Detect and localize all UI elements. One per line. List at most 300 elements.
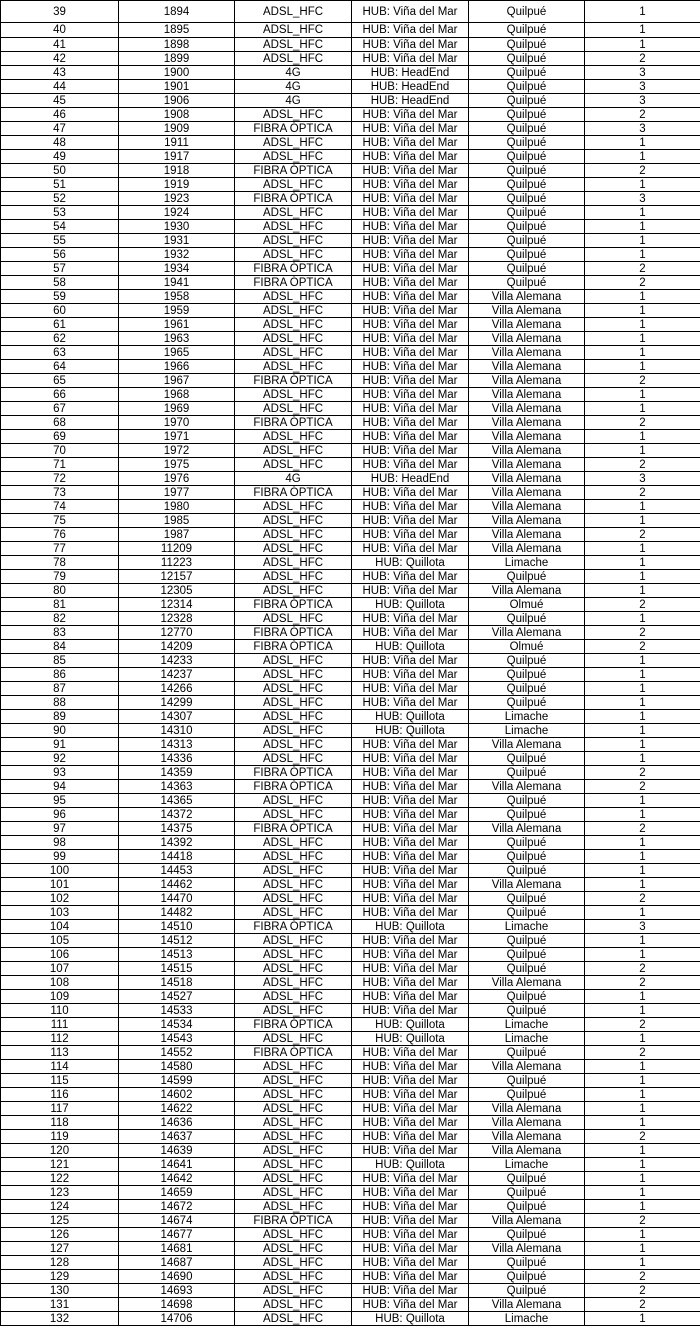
id-cell: 11209 [119,542,235,556]
hub-cell: HUB: Viña del Mar [352,976,469,990]
row-number-cell: 83 [1,626,119,640]
commune-cell: Quilpué [469,150,585,164]
technology-cell: ADSL_HFC [235,808,352,822]
hub-cell: HUB: HeadEnd [352,472,469,486]
technology-cell: ADSL_HFC [235,1144,352,1158]
id-cell: 1932 [119,248,235,262]
commune-cell: Quilpué [469,864,585,878]
row-number-cell: 110 [1,1004,119,1018]
commune-cell: Villa Alemana [469,1214,585,1228]
commune-cell: Quilpué [469,276,585,290]
technology-cell: ADSL_HFC [235,1130,352,1144]
technology-cell: FIBRA ÓPTICA [235,486,352,500]
table-row [1,1186,700,1200]
technology-cell: ADSL_HFC [235,752,352,766]
hub-cell: HUB: Viña del Mar [352,1004,469,1018]
technology-cell: ADSL_HFC [235,1228,352,1242]
quantity-cell: 1 [585,1,700,23]
technology-cell: ADSL_HFC [235,52,352,66]
technology-cell: FIBRA ÓPTICA [235,1046,352,1060]
quantity-cell: 1 [585,948,700,962]
table-row [1,178,700,192]
id-cell: 14510 [119,920,235,934]
commune-cell: Villa Alemana [469,976,585,990]
commune-cell: Quilpué [469,192,585,206]
table-row [1,1102,700,1116]
quantity-cell: 2 [585,1284,700,1298]
technology-cell: ADSL_HFC [235,528,352,542]
quantity-cell: 2 [585,780,700,794]
row-number-cell: 52 [1,192,119,206]
hub-cell: HUB: Viña del Mar [352,262,469,276]
technology-cell: ADSL_HFC [235,500,352,514]
table-row [1,206,700,220]
commune-cell: Villa Alemana [469,1144,585,1158]
row-number-cell: 72 [1,472,119,486]
row-number-cell: 78 [1,556,119,570]
row-number-cell: 74 [1,500,119,514]
technology-cell: FIBRA ÓPTICA [235,276,352,290]
row-number-cell: 122 [1,1172,119,1186]
quantity-cell: 1 [585,738,700,752]
quantity-cell: 2 [585,262,700,276]
row-number-cell: 62 [1,332,119,346]
technology-cell: ADSL_HFC [235,108,352,122]
row-number-cell: 114 [1,1060,119,1074]
table-row [1,80,700,94]
id-cell: 14672 [119,1200,235,1214]
commune-cell: Quilpué [469,23,585,38]
technology-cell: ADSL_HFC [235,696,352,710]
row-number-cell: 99 [1,850,119,864]
row-number-cell: 95 [1,794,119,808]
table-row [1,136,700,150]
technology-cell: FIBRA ÓPTICA [235,192,352,206]
row-number-cell: 46 [1,108,119,122]
id-cell: 14693 [119,1284,235,1298]
table-row [1,192,700,206]
table-row [1,1088,700,1102]
table-row [1,584,700,598]
quantity-cell: 3 [585,122,700,136]
quantity-cell: 1 [585,318,700,332]
commune-cell: Quilpué [469,682,585,696]
id-cell: 14641 [119,1158,235,1172]
commune-cell: Quilpué [469,66,585,80]
quantity-cell: 2 [585,486,700,500]
quantity-cell: 3 [585,66,700,80]
table-row [1,738,700,752]
quantity-cell: 2 [585,528,700,542]
commune-cell: Quilpué [469,1270,585,1284]
quantity-cell: 1 [585,1088,700,1102]
row-number-cell: 103 [1,906,119,920]
hub-cell: HUB: Viña del Mar [352,1074,469,1088]
technology-cell: ADSL_HFC [235,584,352,598]
table-row [1,878,700,892]
row-number-cell: 127 [1,1242,119,1256]
table-row [1,220,700,234]
technology-cell: ADSL_HFC [235,150,352,164]
commune-cell: Quilpué [469,1088,585,1102]
id-cell: 1987 [119,528,235,542]
hub-cell: HUB: Viña del Mar [352,486,469,500]
table-row [1,766,700,780]
hub-cell: HUB: Viña del Mar [352,430,469,444]
commune-cell: Quilpué [469,752,585,766]
quantity-cell: 1 [585,206,700,220]
hub-cell: HUB: Viña del Mar [352,612,469,626]
id-cell: 1976 [119,472,235,486]
quantity-cell: 1 [585,710,700,724]
technology-cell: ADSL_HFC [235,878,352,892]
technology-cell: ADSL_HFC [235,738,352,752]
table-row [1,164,700,178]
technology-cell: FIBRA ÓPTICA [235,122,352,136]
row-number-cell: 53 [1,206,119,220]
commune-cell: Quilpué [469,948,585,962]
commune-cell: Quilpué [469,766,585,780]
technology-cell: ADSL_HFC [235,906,352,920]
hub-cell: HUB: Viña del Mar [352,234,469,248]
commune-cell: Quilpué [469,94,585,108]
table-row [1,976,700,990]
id-cell: 1918 [119,164,235,178]
table-row [1,1270,700,1284]
table-row [1,1004,700,1018]
row-number-cell: 101 [1,878,119,892]
table-row [1,1046,700,1060]
commune-cell: Olmué [469,640,585,654]
commune-cell: Quilpué [469,836,585,850]
commune-cell: Quilpué [469,52,585,66]
hub-cell: HUB: Quillota [352,724,469,738]
table-row [1,248,700,262]
commune-cell: Villa Alemana [469,472,585,486]
id-cell: 14363 [119,780,235,794]
table-row [1,23,700,38]
technology-cell: ADSL_HFC [235,794,352,808]
hub-cell: HUB: Viña del Mar [352,108,469,122]
id-cell: 1900 [119,66,235,80]
hub-cell: HUB: Viña del Mar [352,906,469,920]
commune-cell: Quilpué [469,990,585,1004]
table-row [1,444,700,458]
table-row [1,710,700,724]
table-row [1,1172,700,1186]
table-row [1,780,700,794]
technology-cell: ADSL_HFC [235,1032,352,1046]
technology-cell: ADSL_HFC [235,458,352,472]
commune-cell: Villa Alemana [469,1298,585,1312]
id-cell: 14674 [119,1214,235,1228]
commune-cell: Villa Alemana [469,584,585,598]
technology-cell: ADSL_HFC [235,1158,352,1172]
technology-cell: ADSL_HFC [235,220,352,234]
hub-cell: HUB: Viña del Mar [352,304,469,318]
technology-cell: ADSL_HFC [235,934,352,948]
id-cell: 14336 [119,752,235,766]
quantity-cell: 2 [585,1298,700,1312]
table-row [1,52,700,66]
quantity-cell: 1 [585,1312,700,1326]
id-cell: 1924 [119,206,235,220]
hub-cell: HUB: Viña del Mar [352,374,469,388]
quantity-cell: 1 [585,724,700,738]
row-number-cell: 100 [1,864,119,878]
quantity-cell: 2 [585,164,700,178]
commune-cell: Quilpué [469,934,585,948]
quantity-cell: 1 [585,878,700,892]
commune-cell: Quilpué [469,122,585,136]
commune-cell: Quilpué [469,220,585,234]
technology-cell: ADSL_HFC [235,1270,352,1284]
technology-cell: ADSL_HFC [235,682,352,696]
id-cell: 1906 [119,94,235,108]
quantity-cell: 3 [585,472,700,486]
technology-cell: ADSL_HFC [235,710,352,724]
id-cell: 14642 [119,1172,235,1186]
id-cell: 14418 [119,850,235,864]
commune-cell: Quilpué [469,1256,585,1270]
table-row [1,1130,700,1144]
table-row [1,1032,700,1046]
table-row [1,360,700,374]
quantity-cell: 1 [585,542,700,556]
row-number-cell: 55 [1,234,119,248]
id-cell: 14639 [119,1144,235,1158]
row-number-cell: 66 [1,388,119,402]
hub-cell: HUB: Quillota [352,1158,469,1172]
technology-cell: ADSL_HFC [235,1256,352,1270]
id-cell: 1917 [119,150,235,164]
row-number-cell: 60 [1,304,119,318]
table-row [1,598,700,612]
row-number-cell: 126 [1,1228,119,1242]
row-number-cell: 117 [1,1102,119,1116]
quantity-cell: 1 [585,668,700,682]
quantity-cell: 1 [585,1032,700,1046]
id-cell: 14706 [119,1312,235,1326]
technology-cell: FIBRA ÓPTICA [235,766,352,780]
row-number-cell: 80 [1,584,119,598]
quantity-cell: 1 [585,1200,700,1214]
hub-cell: HUB: Viña del Mar [352,542,469,556]
commune-cell: Villa Alemana [469,1060,585,1074]
id-cell: 1985 [119,514,235,528]
technology-cell: 4G [235,94,352,108]
row-number-cell: 113 [1,1046,119,1060]
table-row [1,108,700,122]
row-number-cell: 39 [1,1,119,23]
row-number-cell: 67 [1,402,119,416]
commune-cell: Quilpué [469,178,585,192]
commune-cell: Villa Alemana [469,1102,585,1116]
id-cell: 12770 [119,626,235,640]
id-cell: 1923 [119,192,235,206]
commune-cell: Villa Alemana [469,290,585,304]
technology-cell: ADSL_HFC [235,444,352,458]
id-cell: 14233 [119,654,235,668]
quantity-cell: 1 [585,178,700,192]
technology-cell: ADSL_HFC [235,206,352,220]
commune-cell: Villa Alemana [469,318,585,332]
row-number-cell: 51 [1,178,119,192]
commune-cell: Quilpué [469,668,585,682]
hub-cell: HUB: Viña del Mar [352,948,469,962]
id-cell: 1961 [119,318,235,332]
technology-cell: ADSL_HFC [235,248,352,262]
technology-cell: 4G [235,472,352,486]
quantity-cell: 1 [585,388,700,402]
row-number-cell: 104 [1,920,119,934]
row-number-cell: 63 [1,346,119,360]
hub-cell: HUB: Viña del Mar [352,626,469,640]
table-row [1,528,700,542]
commune-cell: Quilpué [469,262,585,276]
technology-cell: 4G [235,66,352,80]
technology-cell: ADSL_HFC [235,1116,352,1130]
technology-cell: ADSL_HFC [235,1172,352,1186]
technology-cell: ADSL_HFC [235,1312,352,1326]
technology-cell: ADSL_HFC [235,23,352,38]
hub-cell: HUB: Viña del Mar [352,458,469,472]
hub-cell: HUB: Viña del Mar [352,500,469,514]
id-cell: 14580 [119,1060,235,1074]
row-number-cell: 111 [1,1018,119,1032]
row-number-cell: 92 [1,752,119,766]
table-row [1,500,700,514]
technology-cell: ADSL_HFC [235,318,352,332]
hub-cell: HUB: Viña del Mar [352,878,469,892]
technology-cell: FIBRA ÓPTICA [235,1018,352,1032]
id-cell: 1919 [119,178,235,192]
technology-cell: ADSL_HFC [235,1298,352,1312]
table-row [1,122,700,136]
hub-cell: HUB: Viña del Mar [352,528,469,542]
row-number-cell: 50 [1,164,119,178]
table-row [1,724,700,738]
table-row [1,234,700,248]
hub-cell: HUB: Viña del Mar [352,864,469,878]
hub-cell: HUB: Quillota [352,556,469,570]
row-number-cell: 85 [1,654,119,668]
hub-cell: HUB: Viña del Mar [352,1200,469,1214]
table-row [1,542,700,556]
table-row [1,990,700,1004]
row-number-cell: 130 [1,1284,119,1298]
row-number-cell: 112 [1,1032,119,1046]
table-row [1,430,700,444]
quantity-cell: 1 [585,38,700,52]
table-row [1,948,700,962]
commune-cell: Quilpué [469,1046,585,1060]
technology-cell: 4G [235,80,352,94]
row-number-cell: 81 [1,598,119,612]
id-cell: 1965 [119,346,235,360]
row-number-cell: 125 [1,1214,119,1228]
hub-cell: HUB: Quillota [352,598,469,612]
quantity-cell: 1 [585,1158,700,1172]
commune-cell: Quilpué [469,808,585,822]
hub-cell: HUB: Viña del Mar [352,682,469,696]
quantity-cell: 2 [585,374,700,388]
hub-cell: HUB: Viña del Mar [352,416,469,430]
hub-cell: HUB: Quillota [352,1032,469,1046]
commune-cell: Villa Alemana [469,360,585,374]
id-cell: 14527 [119,990,235,1004]
commune-cell: Quilpué [469,612,585,626]
row-number-cell: 49 [1,150,119,164]
commune-cell: Villa Alemana [469,1130,585,1144]
quantity-cell: 1 [585,136,700,150]
quantity-cell: 2 [585,52,700,66]
technology-cell: FIBRA ÓPTICA [235,780,352,794]
row-number-cell: 79 [1,570,119,584]
technology-cell: FIBRA ÓPTICA [235,640,352,654]
table-row [1,486,700,500]
row-number-cell: 54 [1,220,119,234]
row-number-cell: 124 [1,1200,119,1214]
row-number-cell: 70 [1,444,119,458]
commune-cell: Limache [469,920,585,934]
quantity-cell: 3 [585,80,700,94]
quantity-cell: 1 [585,1242,700,1256]
row-number-cell: 68 [1,416,119,430]
row-number-cell: 106 [1,948,119,962]
row-number-cell: 131 [1,1298,119,1312]
quantity-cell: 1 [585,794,700,808]
quantity-cell: 1 [585,934,700,948]
hub-cell: HUB: Viña del Mar [352,360,469,374]
id-cell: 1894 [119,1,235,23]
table-row [1,1200,700,1214]
commune-cell: Quilpué [469,906,585,920]
row-number-cell: 129 [1,1270,119,1284]
hub-cell: HUB: Viña del Mar [352,388,469,402]
technology-cell: ADSL_HFC [235,962,352,976]
row-number-cell: 98 [1,836,119,850]
technology-cell: ADSL_HFC [235,1004,352,1018]
row-number-cell: 105 [1,934,119,948]
row-number-cell: 108 [1,976,119,990]
quantity-cell: 2 [585,416,700,430]
commune-cell: Villa Alemana [469,486,585,500]
commune-cell: Quilpué [469,962,585,976]
quantity-cell: 1 [585,864,700,878]
table-row [1,1312,700,1326]
table-row [1,1144,700,1158]
hub-cell: HUB: Viña del Mar [352,23,469,38]
hub-cell: HUB: Viña del Mar [352,668,469,682]
row-number-cell: 40 [1,23,119,38]
technology-cell: FIBRA ÓPTICA [235,1214,352,1228]
technology-cell: ADSL_HFC [235,38,352,52]
quantity-cell: 1 [585,1228,700,1242]
quantity-cell: 1 [585,850,700,864]
technology-cell: ADSL_HFC [235,976,352,990]
commune-cell: Quilpué [469,892,585,906]
id-cell: 14299 [119,696,235,710]
row-number-cell: 71 [1,458,119,472]
id-cell: 14599 [119,1074,235,1088]
row-number-cell: 69 [1,430,119,444]
hub-cell: HUB: Viña del Mar [352,346,469,360]
row-number-cell: 118 [1,1116,119,1130]
technology-cell: ADSL_HFC [235,1284,352,1298]
commune-cell: Quilpué [469,136,585,150]
quantity-cell: 2 [585,976,700,990]
